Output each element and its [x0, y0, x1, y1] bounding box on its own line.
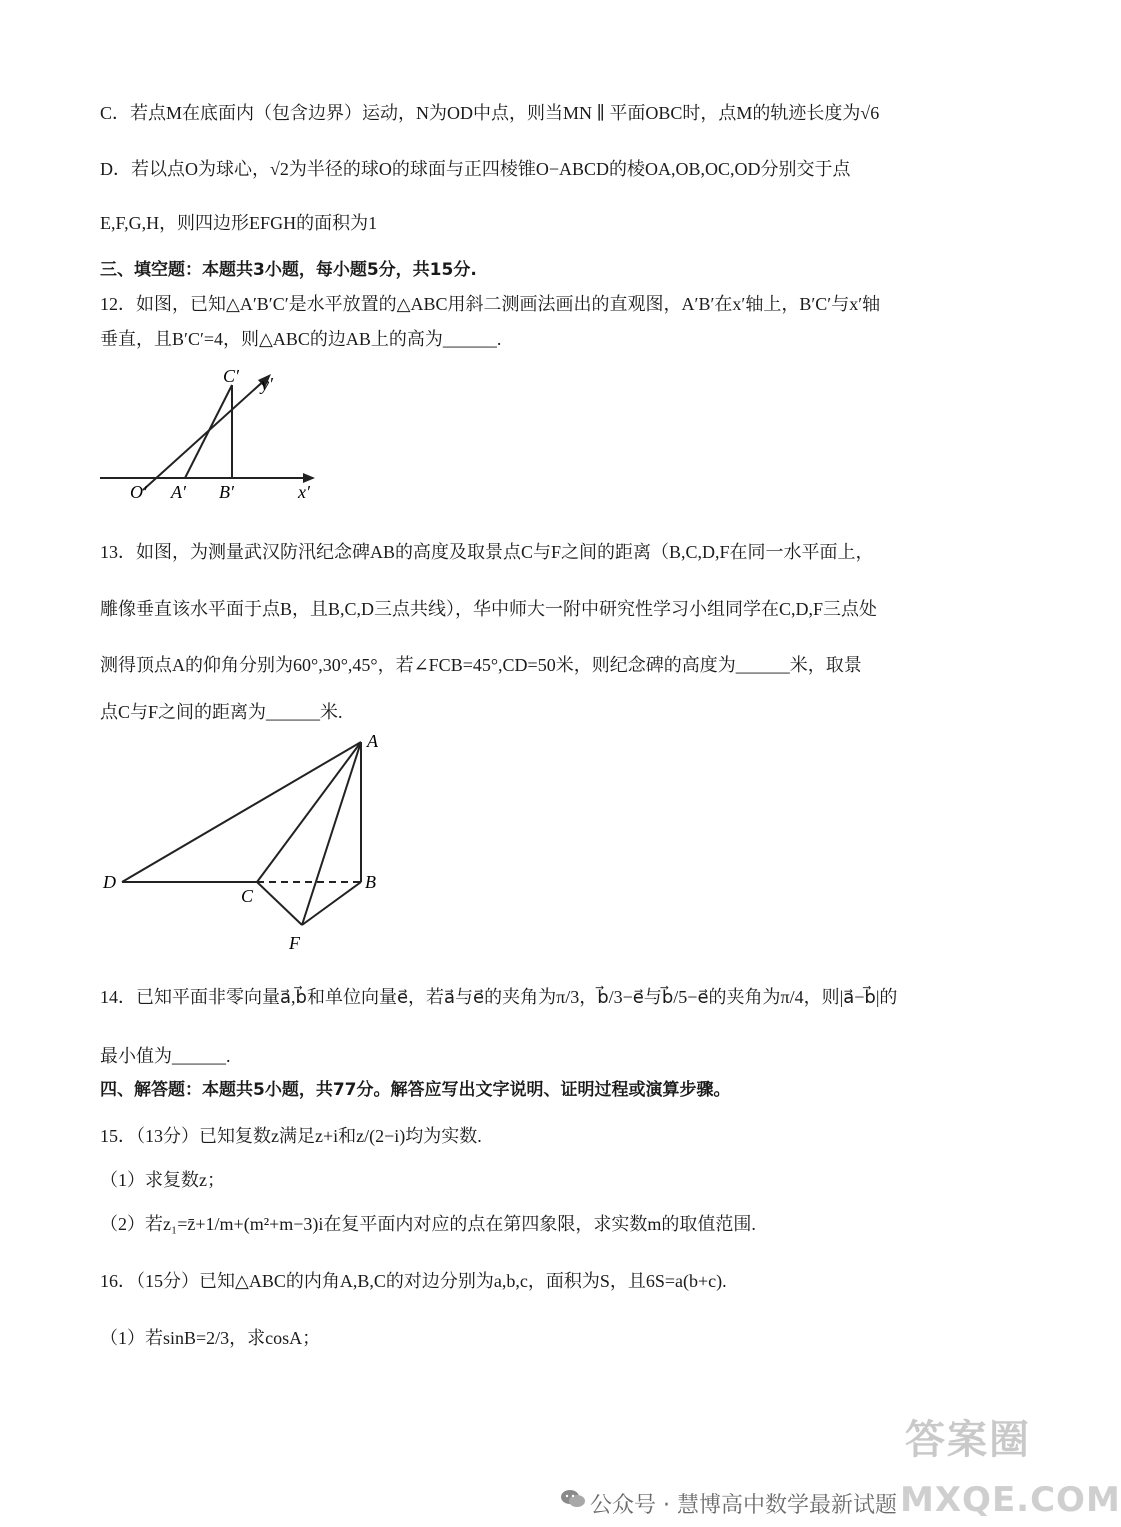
q13-line2: 雕像垂直该水平面于点B，且B,C,D三点共线），华中师大一附中研究性学习小组同学在C,D,F三点处 — [100, 599, 878, 619]
label-o-prime: O′ — [130, 482, 147, 502]
watermark-logo-top: 答案圈 — [905, 1417, 1031, 1463]
label-f: F — [289, 933, 300, 953]
label-a: A — [367, 731, 378, 751]
q16-line: 16．（15分）已知△ABC的内角A,B,C的对边分别为a,b,c，面积为S，且6S=a(b+c). — [100, 1271, 727, 1291]
q16-part1: （1）若sinB=2/3，求cosA； — [100, 1328, 321, 1348]
option-d-line1: D．若以点O为球心，√2为半径的球O的球面与正四棱锥O−ABCD的棱OA,OB,OC,OD分别交于点 — [100, 159, 851, 179]
q15-part2: （2）若z₁=z̄+1/m+(m²+m−3)i在复平面内对应的点在第四象限，求实数m的取值范围. — [100, 1214, 756, 1234]
figure-12-oblique-diagram — [95, 360, 335, 505]
q12-line1: 12．如图，已知△A′B′C′是水平放置的△ABC用斜二测画法画出的直观图，A′B′在x′轴上，B′C′与x′轴 — [100, 294, 881, 314]
section-3-heading: 三、填空题：本题共3小题，每小题5分，共15分. — [100, 260, 477, 280]
q13-line1: 13．如图，为测量武汉防汛纪念碑AB的高度及取景点C与F之间的距离（B,C,D,F在同一水平面上， — [100, 542, 874, 562]
q14-line2: 最小值为______. — [100, 1046, 231, 1066]
figure-13-monument-diagram — [95, 725, 395, 955]
watermark-logo-bottom: MXQE.COM — [900, 1480, 1121, 1520]
label-d: D — [103, 872, 116, 892]
q14-line1: 14．已知平面非零向量a⃗,b⃗和单位向量e⃗，若a⃗与e⃗的夹角为π/3，b⃗/3−e⃗与b⃗/5−e⃗的夹角为π/4，则|a⃗−b⃗|的 — [100, 987, 898, 1007]
label-a-prime: A′ — [171, 482, 186, 502]
option-c: C．若点M在底面内（包含边界）运动，N为OD中点，则当MN ∥ 平面OBC时，点M的轨迹长度为√6 — [100, 103, 880, 123]
label-b: B — [365, 872, 376, 892]
option-d-line2: E,F,G,H，则四边形EFGH的面积为1 — [100, 213, 378, 233]
q15-line: 15．（13分）已知复数z满足z+i和z/(2−i)均为实数. — [100, 1126, 482, 1146]
watermark-text: 公众号 · 慧博高中数学最新试题 — [590, 1493, 897, 1518]
q13-line3: 测得顶点A的仰角分别为60°,30°,45°，若∠FCB=45°,CD=50米，则纪念碑的高度为______米，取景 — [100, 655, 862, 675]
label-y-axis: y′ — [261, 374, 273, 394]
section-4-heading: 四、解答题：本题共5小题，共77分。解答应写出文字说明、证明过程或演算步骤。 — [100, 1080, 731, 1100]
label-x-axis: x′ — [298, 482, 310, 502]
wechat-icon — [560, 1488, 586, 1510]
q12-line2: 垂直，且B′C′=4，则△ABC的边AB上的高为______. — [100, 329, 502, 349]
label-c-prime: C′ — [223, 366, 239, 386]
q13-line4: 点C与F之间的距离为______米. — [100, 702, 343, 722]
label-c: C — [241, 886, 254, 906]
q15-part1: （1）求复数z； — [100, 1170, 225, 1190]
label-b-prime: B′ — [219, 482, 234, 502]
